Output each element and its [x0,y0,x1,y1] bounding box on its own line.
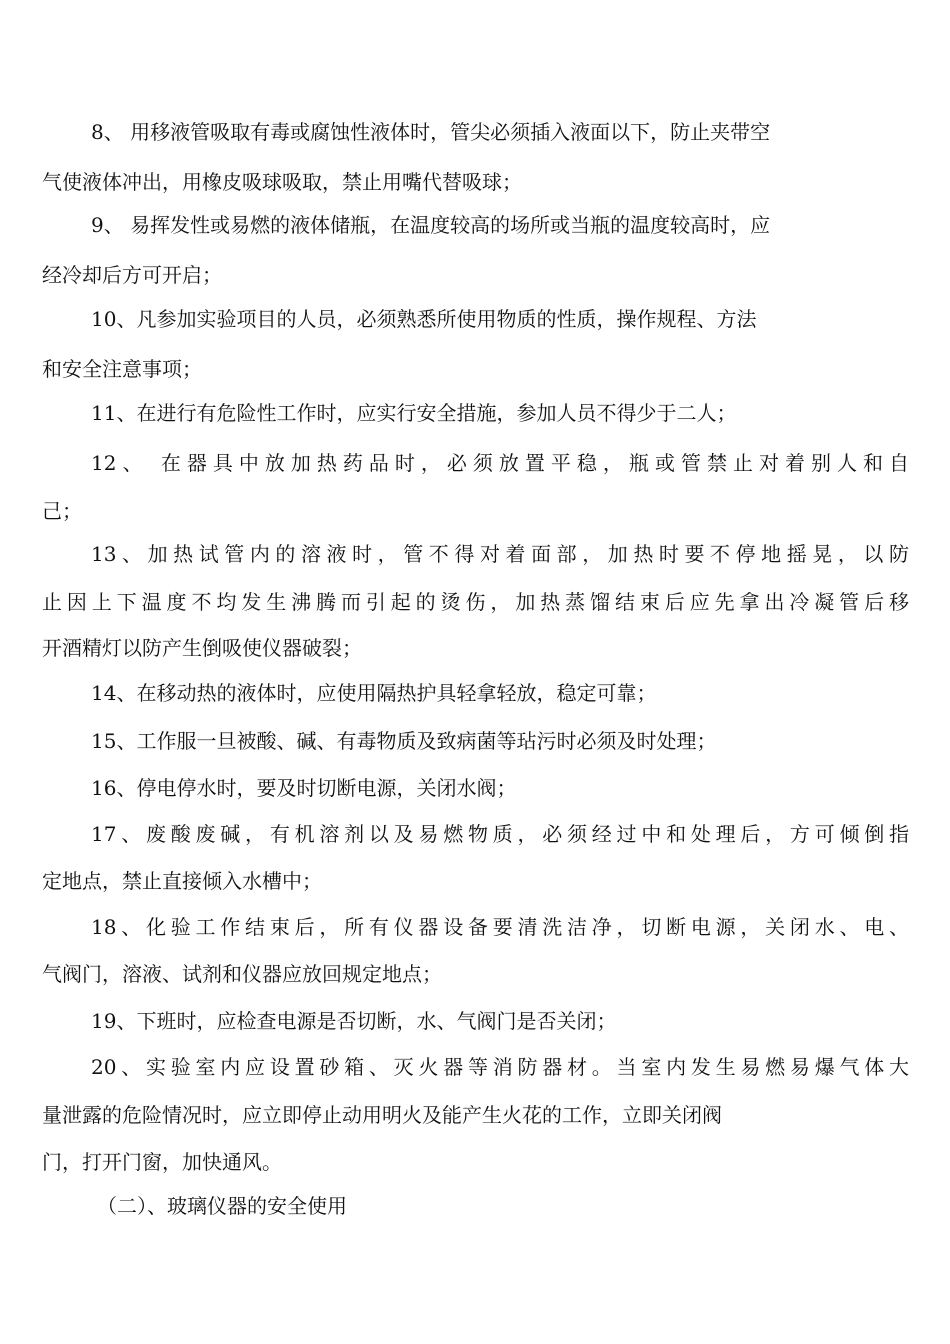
rule-10-line-1: 10、凡参加实验项目的人员，必须熟悉所使用物质的性质，操作规程、方法 [91,307,757,331]
rule-20-line-1: 20、实验室内应设置砂箱、灭火器等消防器材。当室内发生易燃易爆气体大 [91,1055,909,1079]
rule-17-line-1: 17、废酸废碱，有机溶剂以及易燃物质，必须经过中和处理后，方可倾倒指 [91,822,909,846]
rule-13-line-1: 13、加热试管内的溶液时，管不得对着面部，加热时要不停地摇晃，以防 [91,542,909,566]
section-heading: （二）、玻璃仪器的安全使用 [97,1194,347,1218]
rule-8-line-2: 气使液体冲出，用橡皮吸球吸取，禁止用嘴代替吸球； [42,170,522,194]
rule-11-line-1: 11、在进行有危险性工作时，应实行安全措施，参加人员不得少于二人； [91,401,737,425]
rule-8-line-1: 8、 用移液管吸取有毒或腐蚀性液体时，管尖必须插入液面以下，防止夹带空 [91,120,771,144]
rule-16-line-1: 16、停电停水时，要及时切断电源，关闭水阀； [91,776,517,800]
rule-15-line-1: 15、工作服一旦被酸、碱、有毒物质及致病菌等玷污时必须及时处理； [91,729,717,753]
rule-17-line-2: 定地点，禁止直接倾入水槽中； [42,869,322,893]
rule-12-line-2: 己； [42,499,82,523]
rule-9-line-1: 9、 易挥发性或易燃的液体储瓶，在温度较高的场所或当瓶的温度较高时，应 [91,213,771,237]
rule-10-line-2: 和安全注意事项； [42,357,202,381]
rule-14-line-1: 14、在移动热的液体时，应使用隔热护具轻拿轻放，稳定可靠； [91,681,657,705]
rule-18-line-2: 气阀门，溶液、试剂和仪器应放回规定地点； [42,962,442,986]
rule-20-line-2: 量泄露的危险情况时，应立即停止动用明火及能产生火花的工作，立即关闭阀 [42,1103,722,1127]
rule-9-line-2: 经冷却后方可开启； [42,263,222,287]
rule-12-line-1: 12、 在器具中放加热药品时，必须放置平稳，瓶或管禁止对着别人和自 [91,451,909,475]
rule-20-line-3: 门，打开门窗，加快通风。 [42,1150,282,1174]
rule-13-line-3: 开酒精灯以防产生倒吸使仪器破裂； [42,636,362,660]
rule-13-line-2: 止因上下温度不均发生沸腾而引起的烫伤，加热蒸馏结束后应先拿出冷凝管后移 [42,590,909,614]
rule-19-line-1: 19、下班时，应检查电源是否切断，水、气阀门是否关闭； [91,1009,617,1033]
rule-18-line-1: 18、化验工作结束后，所有仪器设备要清洗洁净，切断电源，关闭水、电、 [91,915,909,939]
